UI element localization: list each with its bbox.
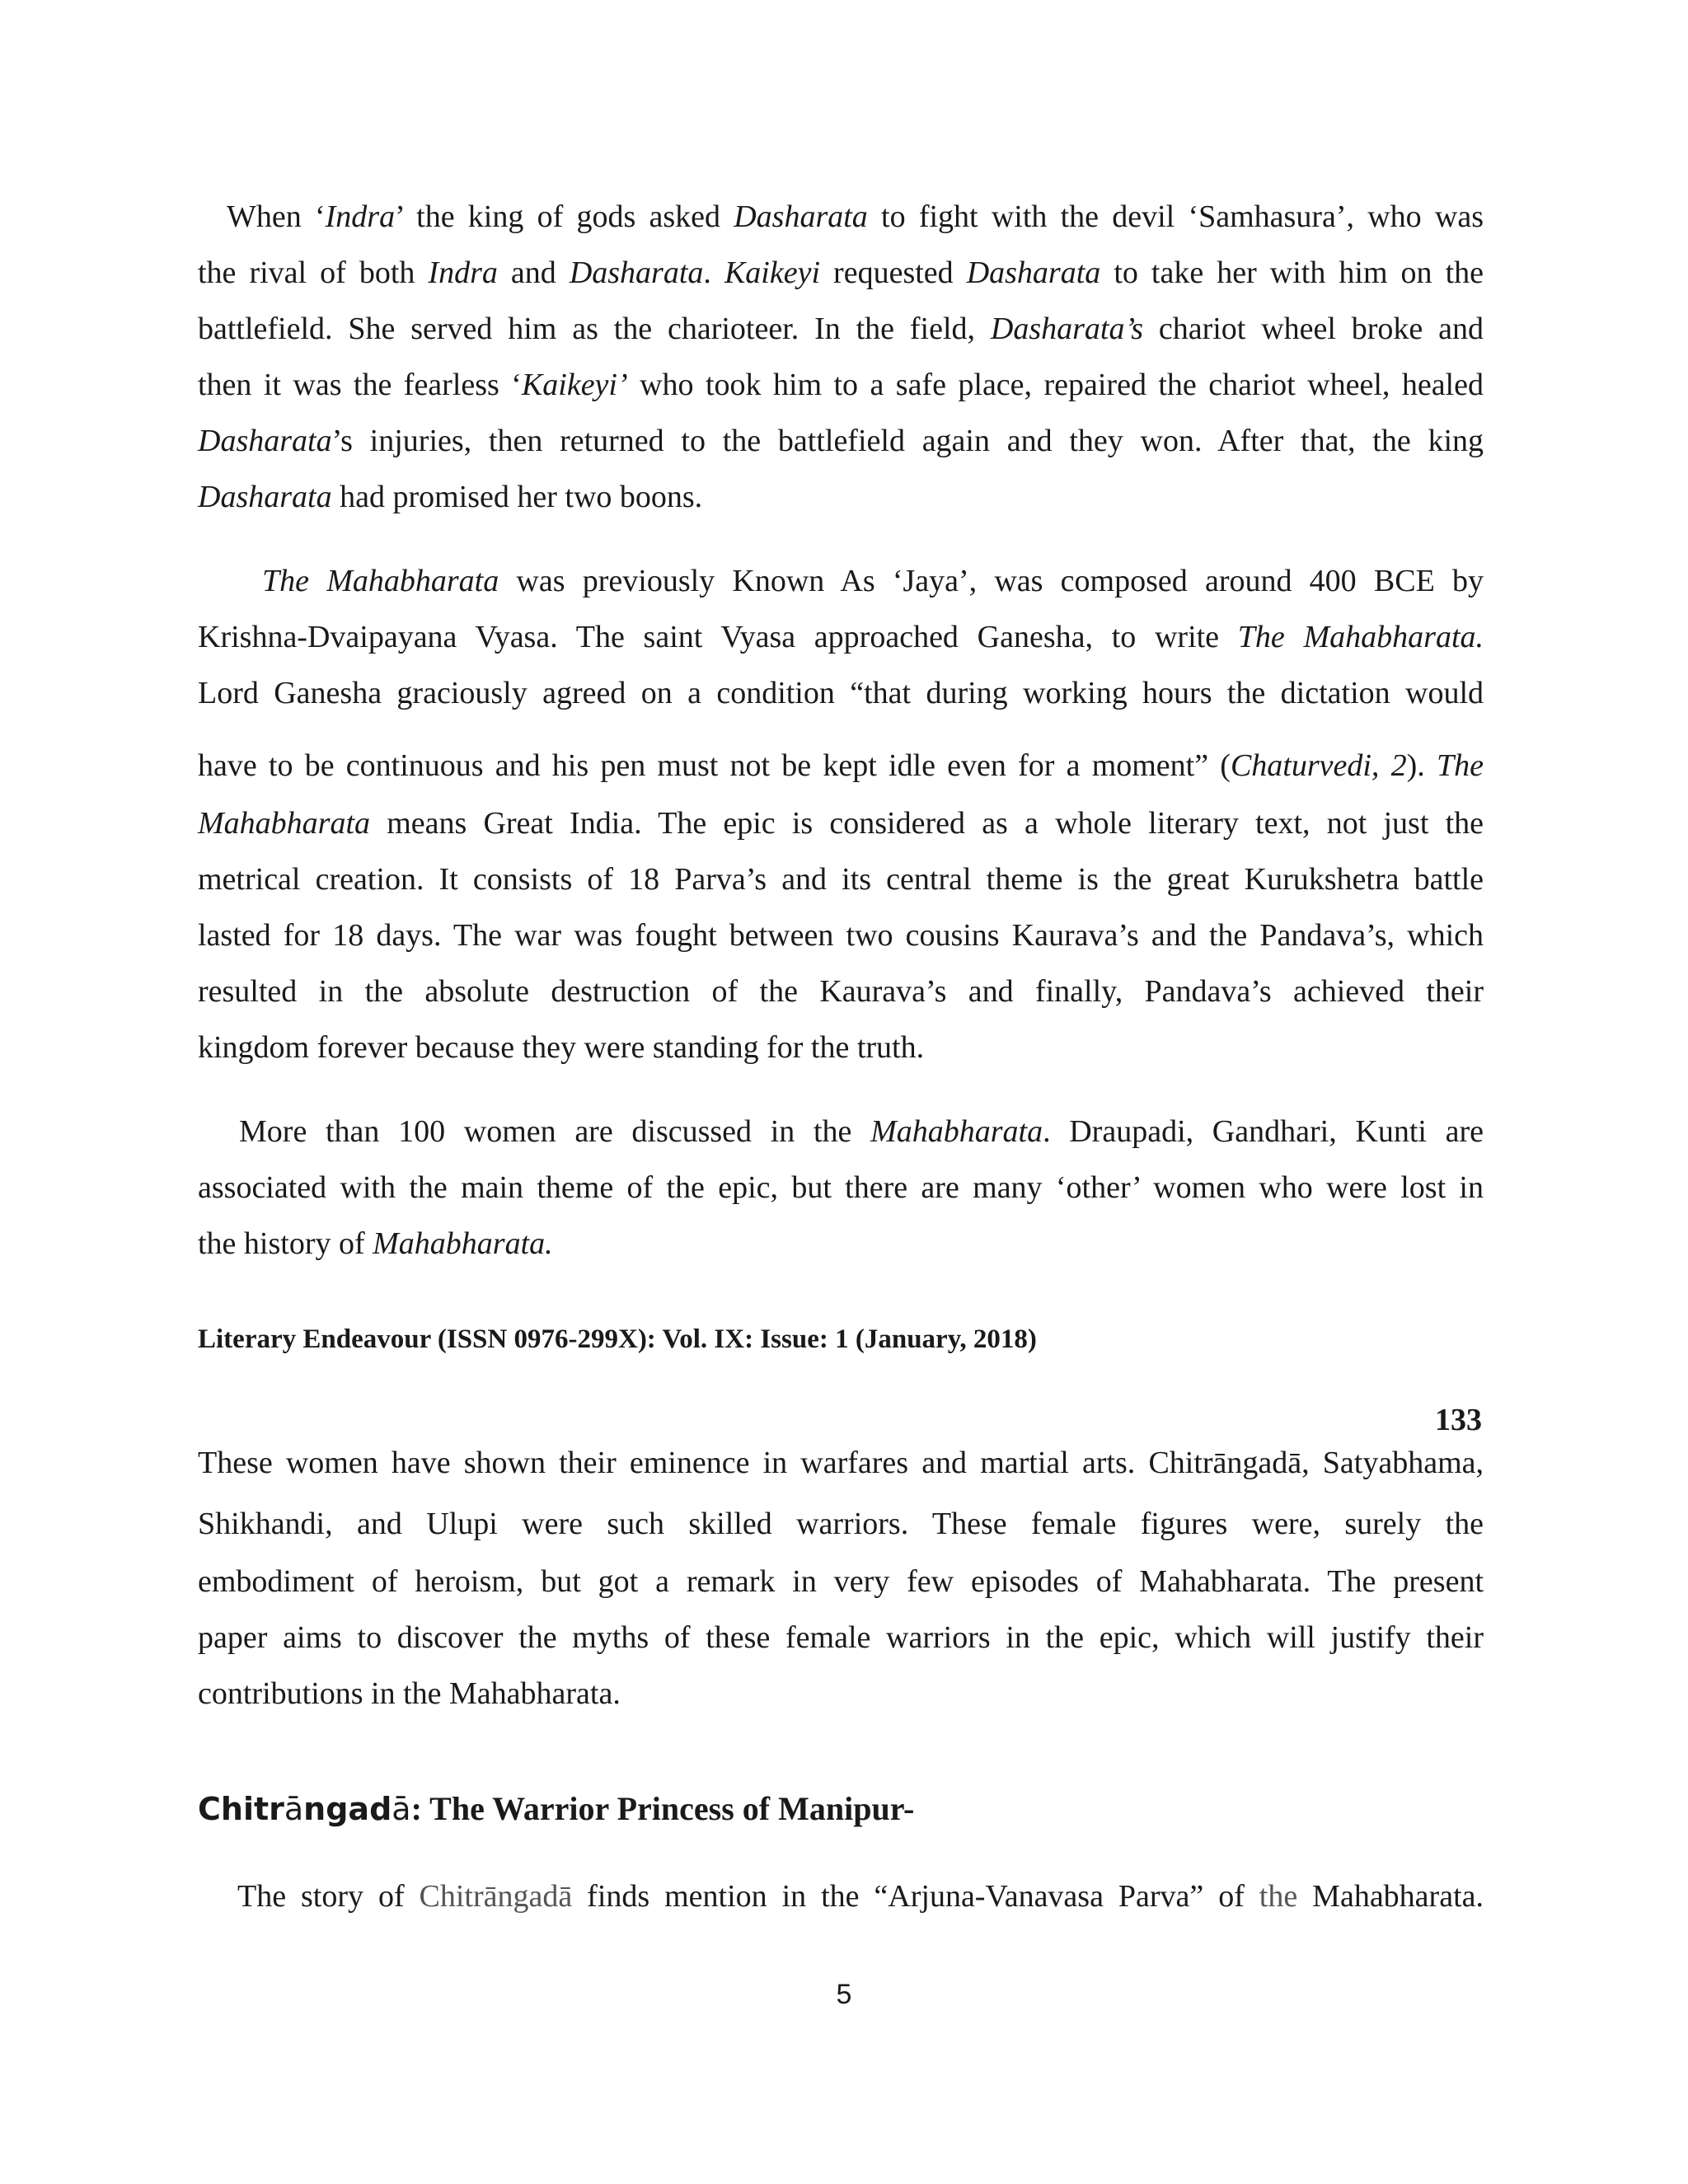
p1-line-4: then it was the fearless ‘Kaikeyi’ who took him to a safe place, repaired the chariot wheel, healed	[198, 368, 1484, 402]
p2-line-3: Lord Ganesha graciously agreed on a condition “that during working hours the dictation would	[198, 676, 1484, 710]
p2-line-2: Krishna-Dvaipayana Vyasa. The saint Vyasa approached Ganesha, to write The Mahabharata.	[198, 620, 1484, 654]
p2-line-4: have to be continuous and his pen must not be kept idle even for a moment” (Chaturvedi, 2). The	[198, 748, 1484, 783]
p4-line-2: Shikhandi, and Ulupi were such skilled warriors. These female figures were, surely the	[198, 1507, 1484, 1541]
p4-line-3: embodiment of heroism, but got a remark in very few episodes of Mahabharata. The present	[198, 1564, 1484, 1599]
p2-line-7: lasted for 18 days. The war was fought between two cousins Kaurava’s and the Pandava’s, which	[198, 918, 1484, 953]
heading-rest: : The Warrior Princess of Manipur-	[410, 1790, 915, 1827]
heading-name-part2: ā	[284, 1791, 304, 1827]
journal-page-number: 133	[1435, 1403, 1482, 1437]
p1-line-2: the rival of both Indra and Dasharata. Kaikeyi requested Dasharata to take her with him on the	[198, 255, 1484, 290]
p1-line-5: Dasharata’s injuries, then returned to the battlefield again and they won. After that, the king	[198, 424, 1484, 458]
section-heading	[198, 1788, 914, 1830]
p1-line-6: Dasharata had promised her two boons.	[198, 480, 703, 514]
p1-line-3: battlefield. She served him as the charioteer. In the field, Dasharata’s chariot wheel broke and	[198, 312, 1484, 346]
heading-name-part3: ngad	[303, 1791, 392, 1827]
p1-line-1: When ‘Indra’ the king of gods asked Dasharata to fight with the devil ‘Samhasura’, who was	[227, 199, 1484, 234]
heading-name-part4: ā	[392, 1791, 411, 1827]
footer-page-number: 5	[836, 1979, 852, 2010]
p2-line-8: resulted in the absolute destruction of the Kaurava’s and finally, Pandava’s achieved their	[198, 974, 1484, 1009]
p4-line-4: paper aims to discover the myths of these female warriors in the epic, which will justify their	[198, 1620, 1484, 1655]
p4-line-5: contributions in the Mahabharata.	[198, 1676, 621, 1711]
p3-line-1: More than 100 women are discussed in the Mahabharata. Draupadi, Gandhari, Kunti are	[239, 1114, 1484, 1149]
p4-line-1: These women have shown their eminence in warfares and martial arts. Chitrāngadā, Satyabhama,	[198, 1446, 1484, 1480]
p2-line-6: metrical creation. It consists of 18 Parva’s and its central theme is the great Kurukshetra battle	[198, 862, 1484, 897]
p5-line-1: The story of Chitrāngadā finds mention in the “Arjuna-Vanavasa Parva” of the Mahabharata.	[237, 1879, 1484, 1914]
p2-line-5: Mahabharata means Great India. The epic is considered as a whole literary text, not just the	[198, 806, 1484, 841]
p3-line-3: the history of Mahabharata.	[198, 1226, 553, 1261]
p3-line-2: associated with the main theme of the epic, but there are many ‘other’ women who were lost in	[198, 1170, 1484, 1205]
heading-name-part1: Chitr	[198, 1791, 284, 1827]
p2-line-9: kingdom forever because they were standing for the truth.	[198, 1030, 925, 1065]
p2-line-1: The Mahabharata was previously Known As ‘Jaya’, was composed around 400 BCE by	[262, 564, 1484, 598]
journal-citation: Literary Endeavour (ISSN 0976-299X): Vol. IX: Issue: 1 (January, 2018)	[198, 1324, 1037, 1354]
